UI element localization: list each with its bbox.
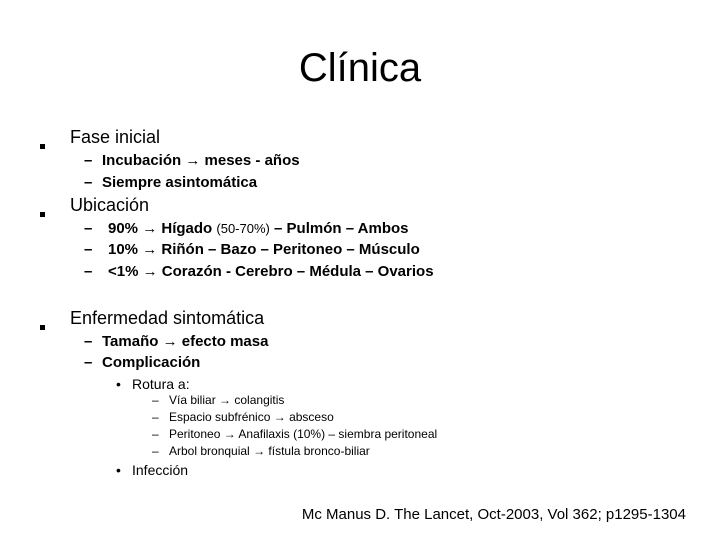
item-10-percent: 10% → Riñón – Bazo – Peritoneo – Músculo (108, 241, 420, 258)
dash-icon: – (84, 263, 93, 280)
arrow-right-icon: → (223, 427, 236, 441)
dash-icon: – (84, 152, 93, 169)
dash-icon: – (84, 354, 93, 371)
subitem-espacio-subfrenico: Espacio subfrénico → absceso (169, 410, 334, 424)
slide-title: Clínica (298, 46, 422, 90)
arrow-right-icon: → (273, 410, 286, 424)
section-fase-inicial: Fase inicial (70, 127, 161, 147)
section-enfermedad-sintomatica: Enfermedad sintomática (70, 308, 265, 328)
item-tamano: Tamaño → efecto masa (102, 333, 269, 350)
dot-icon: • (116, 376, 121, 392)
item-90-percent: 90% → Hígado (50-70%) – Pulmón – Ambos (108, 220, 409, 237)
dash-icon: – (84, 174, 93, 191)
citation: Mc Manus D. The Lancet, Oct-2003, Vol 362; p1295-1304 (301, 506, 686, 523)
item-incubacion: Incubación → meses - años (102, 152, 300, 169)
bullet-square-icon (40, 204, 45, 222)
dash-icon: – (84, 241, 93, 258)
arrow-right-icon: → (185, 152, 201, 169)
arrow-right-icon: → (142, 241, 158, 258)
sub-rotura: Rotura a: (132, 376, 190, 392)
arrow-right-icon: → (253, 444, 266, 458)
arrow-right-icon: → (142, 220, 158, 237)
item-siempre-asintomatica: Siempre asintomática (102, 174, 258, 191)
item-complicacion: Complicación (102, 354, 201, 371)
dash-icon: – (152, 410, 159, 424)
dash-icon: – (84, 220, 93, 237)
dash-icon: – (152, 393, 159, 407)
bullet-square-icon (40, 317, 45, 335)
dash-icon: – (152, 444, 159, 458)
section-ubicacion: Ubicación (70, 195, 150, 215)
bullet-square-icon (40, 136, 45, 154)
item-1-percent: <1% → Corazón - Cerebro – Médula – Ovarios (108, 263, 434, 280)
arrow-right-icon: → (162, 333, 178, 350)
sub-infeccion: Infección (132, 462, 189, 478)
arrow-right-icon: → (219, 393, 232, 407)
subitem-peritoneo: Peritoneo → Anafilaxis (10%) – siembra peritoneal (169, 427, 438, 441)
dash-icon: – (84, 333, 93, 350)
dot-icon: • (116, 462, 121, 478)
subitem-arbol-bronquial: Arbol bronquial → fístula bronco-biliar (169, 444, 370, 458)
dash-icon: – (152, 427, 159, 441)
arrow-right-icon: → (142, 263, 158, 280)
subitem-via-biliar: Vía biliar → colangitis (169, 393, 285, 407)
